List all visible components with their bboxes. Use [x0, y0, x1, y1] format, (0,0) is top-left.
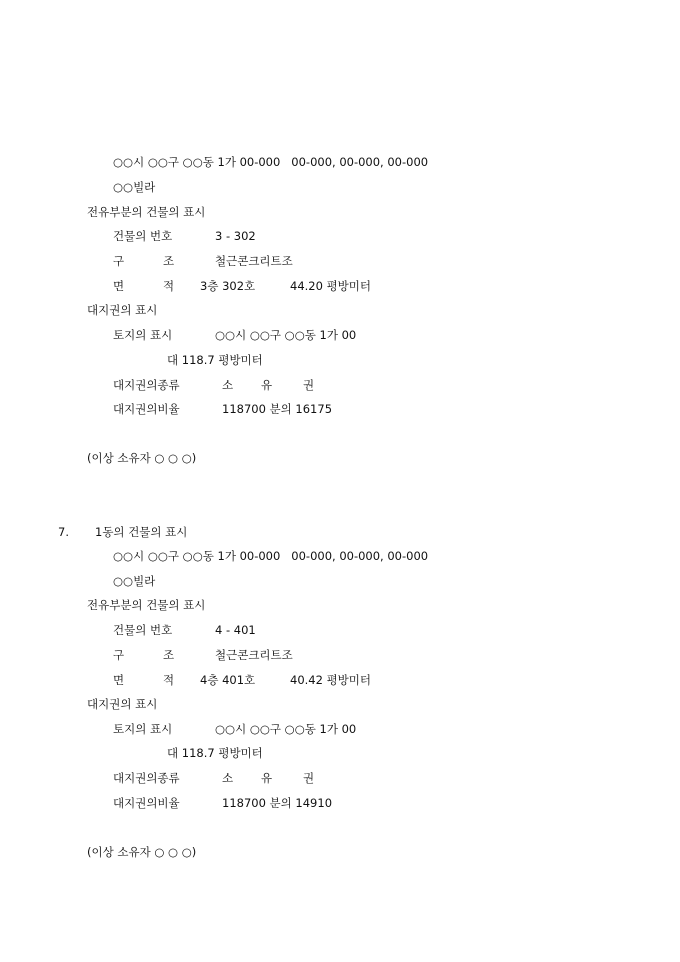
structure-label-1: 구	[113, 648, 125, 662]
ratio-value: 118700 분의 16175	[222, 402, 333, 416]
right-type-1: 소	[222, 378, 234, 392]
land-address: ○○시 ○○구 ○○동 1가 00	[215, 722, 357, 736]
area-label-1: 면	[113, 673, 125, 687]
land-right-title: 대지권의 표시	[87, 697, 158, 711]
unit-number-label: 건물의 번호	[113, 623, 173, 637]
structure-value: 철근콘크리트조	[215, 648, 293, 662]
land-area: 대 118.7 평방미터	[167, 746, 263, 760]
building-name: ○○빌라	[113, 574, 156, 588]
unit-number-value: 4 - 401	[215, 623, 256, 637]
area-label-1: 면	[113, 279, 125, 293]
land-address: ○○시 ○○구 ○○동 1가 00	[215, 328, 357, 342]
exclusive-part-title: 전유부분의 건물의 표시	[87, 205, 206, 219]
section-heading: 1동의 건물의 표시	[95, 525, 188, 539]
right-type-2: 유	[261, 771, 273, 785]
area-floor: 4층 401호	[200, 673, 256, 687]
area-floor: 3층 302호	[200, 279, 256, 293]
building-name: ○○빌라	[113, 180, 156, 194]
owner-note: (이상 소유자 ○ ○ ○)	[87, 845, 197, 859]
structure-label-2: 조	[163, 648, 175, 662]
building-address: ○○시 ○○구 ○○동 1가 00-000 00-000, 00-000, 00-000	[113, 549, 429, 563]
right-type-label: 대지권의종류	[113, 771, 180, 785]
section-number: 7.	[58, 525, 69, 539]
right-type-2: 유	[261, 378, 273, 392]
owner-note: (이상 소유자 ○ ○ ○)	[87, 451, 197, 465]
ratio-label: 대지권의비율	[113, 402, 180, 416]
unit-number-label: 건물의 번호	[113, 229, 173, 243]
structure-label-1: 구	[113, 254, 125, 268]
unit-number-value: 3 - 302	[215, 229, 256, 243]
structure-label-2: 조	[163, 254, 175, 268]
land-label: 토지의 표시	[113, 722, 173, 736]
structure-value: 철근콘크리트조	[215, 254, 293, 268]
ratio-value: 118700 분의 14910	[222, 796, 333, 810]
right-type-3: 권	[303, 378, 315, 392]
right-type-label: 대지권의종류	[113, 378, 180, 392]
area-value: 40.42 평방미터	[290, 673, 372, 687]
building-address: ○○시 ○○구 ○○동 1가 00-000 00-000, 00-000, 00-000	[113, 155, 429, 169]
exclusive-part-title: 전유부분의 건물의 표시	[87, 598, 206, 612]
area-value: 44.20 평방미터	[290, 279, 372, 293]
land-right-title: 대지권의 표시	[87, 303, 158, 317]
ratio-label: 대지권의비율	[113, 796, 180, 810]
land-area: 대 118.7 평방미터	[167, 353, 263, 367]
right-type-1: 소	[222, 771, 234, 785]
area-label-2: 적	[163, 279, 175, 293]
land-label: 토지의 표시	[113, 328, 173, 342]
area-label-2: 적	[163, 673, 175, 687]
right-type-3: 권	[303, 771, 315, 785]
